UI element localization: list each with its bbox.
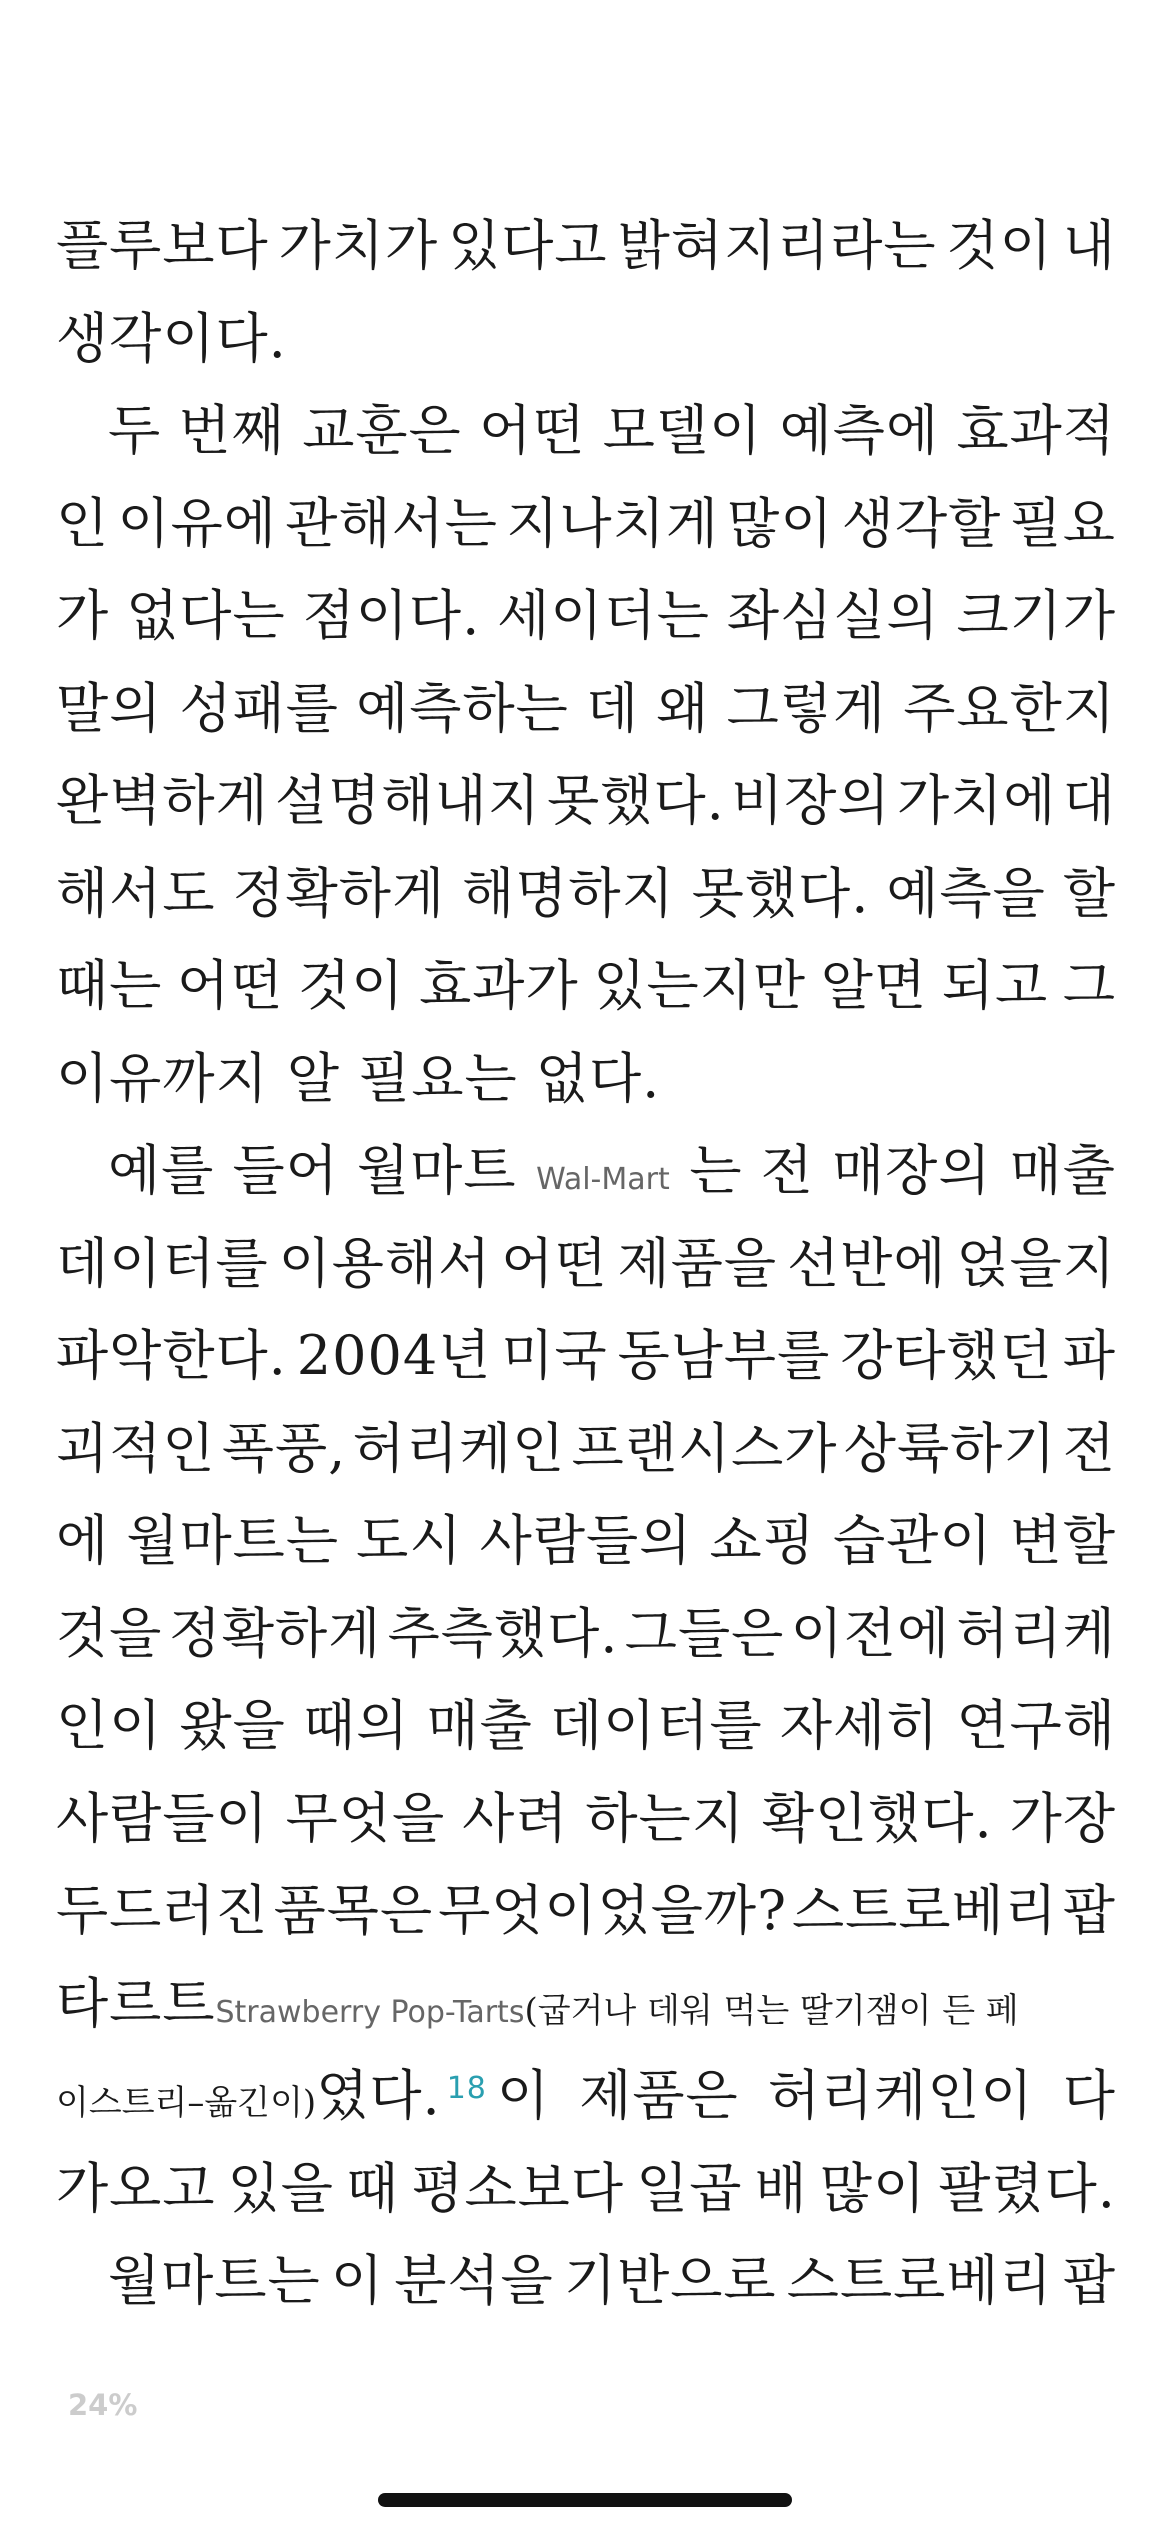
text-line-20 bbox=[56, 1958, 1116, 2051]
word: 해서도 bbox=[56, 861, 216, 925]
word: 허리케인 bbox=[352, 1416, 566, 1480]
word: 크기가 bbox=[956, 584, 1116, 647]
word: 매출 bbox=[426, 1694, 533, 1757]
ebook-page-text[interactable] bbox=[56, 200, 1116, 2328]
word: 필요 bbox=[1009, 491, 1116, 555]
word: 강타했던 bbox=[840, 1324, 1053, 1387]
text-line-5 bbox=[56, 570, 1116, 663]
text-line-19 bbox=[56, 1865, 1116, 1958]
word: 품목은 bbox=[273, 1879, 434, 1942]
word: 선반에 bbox=[787, 1231, 947, 1295]
text-line-4 bbox=[56, 478, 1116, 571]
original-term-pop-tarts: Strawberry Pop-Tarts bbox=[215, 1994, 525, 2030]
word: 왔을 bbox=[179, 1694, 286, 1757]
word: 가치에 bbox=[896, 769, 1057, 832]
word: 전 bbox=[1062, 1416, 1116, 1480]
word: 없다는 bbox=[126, 584, 286, 647]
word: 가치가 bbox=[278, 214, 439, 277]
word: 플루보다 bbox=[56, 214, 269, 277]
word: 완벽하게 bbox=[56, 769, 269, 832]
word: 많이 bbox=[727, 491, 834, 555]
word: 변할 bbox=[1009, 1509, 1116, 1572]
word: 상륙하기 bbox=[843, 1416, 1057, 1480]
word: 팝 bbox=[1062, 2249, 1116, 2312]
word: 효과적 bbox=[956, 399, 1116, 462]
word: 폭풍, bbox=[221, 1416, 347, 1480]
word: 때의 bbox=[303, 1694, 410, 1757]
word: 할 bbox=[1062, 861, 1116, 925]
word: 허리케 bbox=[956, 1601, 1116, 1665]
line-11-start: 예를 들어 월마트 bbox=[108, 1139, 517, 1202]
text-line-22 bbox=[56, 2143, 1116, 2236]
word: 괴적인 bbox=[56, 1416, 216, 1480]
word: 가장 bbox=[1009, 1786, 1116, 1850]
text-line-23 bbox=[56, 2235, 1116, 2328]
word: 있을 bbox=[227, 2156, 334, 2220]
text-line-12 bbox=[56, 1218, 1116, 1311]
word: 세이더는 bbox=[497, 584, 710, 647]
word: 동남부를 bbox=[617, 1324, 831, 1387]
word: 스트로베리 bbox=[792, 1879, 1058, 1942]
word: 도시 bbox=[356, 1509, 463, 1572]
word: 그렇게 bbox=[726, 676, 887, 740]
word: 파악한다. bbox=[56, 1324, 287, 1387]
word: 어떤 bbox=[479, 399, 586, 462]
word: 제품은 bbox=[579, 2064, 739, 2127]
word: 것을 bbox=[56, 1601, 163, 1665]
word: 무엇을 bbox=[285, 1786, 446, 1850]
word: 주요한지 bbox=[903, 676, 1116, 740]
word: 프랜시스가 bbox=[571, 1416, 838, 1480]
word: 밝혀지리라는 bbox=[617, 214, 937, 277]
line-20-start: 타르트 bbox=[56, 1971, 216, 2035]
word: 인 bbox=[56, 491, 110, 555]
word: 때 bbox=[346, 2156, 400, 2220]
word: 에 bbox=[56, 1509, 110, 1572]
word: 사려 bbox=[462, 1786, 569, 1850]
word: 해명하지 bbox=[462, 861, 675, 925]
word: 두 bbox=[108, 399, 162, 462]
text-line-15 bbox=[56, 1495, 1116, 1588]
word: 그들은 bbox=[624, 1601, 785, 1665]
word: 비장의 bbox=[731, 769, 891, 832]
word: 얹을지 bbox=[956, 1231, 1116, 1295]
word: 쇼핑 bbox=[709, 1509, 816, 1572]
word: 모델이 bbox=[602, 399, 763, 462]
word: 2004년 bbox=[296, 1324, 492, 1387]
text-line-21 bbox=[56, 2050, 1116, 2143]
text-line-16 bbox=[56, 1588, 1116, 1681]
word: 것이 bbox=[298, 954, 405, 1017]
word: 이 bbox=[330, 2249, 385, 2312]
word: 팔렸다. bbox=[938, 2156, 1116, 2220]
word: 미국 bbox=[501, 1324, 608, 1387]
text-line-6 bbox=[56, 663, 1116, 756]
word: 점이다. bbox=[302, 584, 481, 647]
word: 자세히 bbox=[779, 1694, 940, 1757]
word: 지나치게 bbox=[506, 491, 719, 555]
word: 못했다. bbox=[547, 769, 725, 832]
word: 예측에 bbox=[779, 399, 940, 462]
original-term-walmart: Wal-Mart bbox=[536, 1162, 670, 1197]
translator-note-end: 이스트리–옮긴이) bbox=[56, 2083, 317, 2123]
word: 평소보다 bbox=[411, 2156, 624, 2220]
word: 추측했다. bbox=[387, 1601, 619, 1665]
word: 이유에 bbox=[117, 491, 277, 555]
word: 많이 bbox=[819, 2156, 927, 2220]
text-line-18 bbox=[56, 1773, 1116, 1866]
text-line-10: 이유까지 알 필요는 없다. bbox=[56, 1046, 661, 1110]
word: 예측하는 bbox=[356, 676, 569, 740]
line-11-end: 는 전 매장의 매출 bbox=[689, 1139, 1116, 1202]
word: 정확하게 bbox=[232, 861, 446, 925]
word: 교훈은 bbox=[302, 399, 462, 462]
word: 번째 bbox=[178, 399, 285, 462]
word: 대 bbox=[1062, 769, 1116, 832]
word: 하는지 bbox=[585, 1786, 745, 1850]
word: 연구해 bbox=[956, 1694, 1116, 1757]
word: 인이 bbox=[56, 1694, 163, 1757]
word: 때는 bbox=[56, 954, 163, 1017]
text-line-8 bbox=[56, 848, 1116, 941]
word: 스트로베리 bbox=[786, 2249, 1053, 2312]
word: 있는지만 bbox=[593, 954, 807, 1017]
text-line-7 bbox=[56, 755, 1116, 848]
word: 내 bbox=[1062, 214, 1116, 277]
word: 가 bbox=[56, 584, 110, 647]
word: 못했다. bbox=[691, 861, 870, 925]
word: 좌심실의 bbox=[726, 584, 940, 647]
word: 데이터를 bbox=[56, 1231, 269, 1295]
text-line-1 bbox=[56, 200, 1116, 293]
word: 말의 bbox=[56, 676, 163, 740]
word: 되고 bbox=[941, 954, 1049, 1017]
word: 다 bbox=[1062, 2064, 1116, 2127]
word: 사람들의 bbox=[479, 1509, 693, 1572]
word: 데 bbox=[585, 676, 640, 740]
footnote-link-18[interactable]: 18 bbox=[446, 2071, 487, 2106]
word: 정확하게 bbox=[168, 1601, 382, 1665]
word: 팝 bbox=[1062, 1879, 1116, 1942]
word: 일곱 bbox=[636, 2156, 743, 2220]
word: 월마트는 bbox=[126, 1509, 339, 1572]
word: 파 bbox=[1062, 1324, 1116, 1387]
word: 두드러진 bbox=[56, 1879, 269, 1942]
translator-note-start: (굽거나 데워 먹는 딸기잼이 든 페 bbox=[524, 1990, 1019, 2031]
word: 데이터를 bbox=[550, 1694, 763, 1757]
word: 월마트는 bbox=[108, 2249, 321, 2312]
word: 있다고 bbox=[448, 214, 608, 277]
word: 관해서는 bbox=[285, 491, 498, 555]
text-line-2: 생각이다. bbox=[56, 306, 287, 370]
text-line-13 bbox=[56, 1310, 1116, 1403]
text-line-14 bbox=[56, 1403, 1116, 1496]
word: 가오고 bbox=[56, 2156, 216, 2220]
word: 분석을 bbox=[394, 2249, 554, 2312]
word: 무엇이었을까? bbox=[438, 1879, 788, 1942]
word: 이전에 bbox=[790, 1601, 951, 1665]
word: 효과가 bbox=[419, 954, 579, 1017]
text-line-3 bbox=[56, 385, 1116, 478]
word: 그 bbox=[1062, 954, 1116, 1017]
word: 예측을 bbox=[886, 861, 1046, 925]
word: 허리케인이 bbox=[767, 2064, 1034, 2127]
word: 습관이 bbox=[833, 1509, 993, 1572]
word: 어떤 bbox=[501, 1231, 608, 1295]
word: 확인했다. bbox=[761, 1786, 993, 1850]
text-line-11 bbox=[56, 1125, 1116, 1218]
word: 성패를 bbox=[179, 676, 339, 740]
text-line-17 bbox=[56, 1680, 1116, 1773]
text-line-9 bbox=[56, 940, 1116, 1033]
word: 것이 bbox=[946, 214, 1053, 277]
word: 배 bbox=[754, 2156, 808, 2220]
word: 이 bbox=[496, 2064, 551, 2127]
word: 어떤 bbox=[177, 954, 284, 1017]
line-21-end bbox=[497, 2050, 1116, 2143]
word: 사람들이 bbox=[56, 1786, 269, 1850]
word: 왜 bbox=[656, 676, 710, 740]
word: 제품을 bbox=[617, 1231, 778, 1295]
word: 이용해서 bbox=[278, 1231, 492, 1295]
line-21-middle: 였다. bbox=[316, 2064, 441, 2127]
word: 기반으로 bbox=[563, 2249, 777, 2312]
word: 설명해내지 bbox=[274, 769, 541, 832]
word: 알면 bbox=[820, 954, 928, 1017]
reading-progress: 24% bbox=[68, 2388, 138, 2422]
word: 생각할 bbox=[841, 491, 1002, 555]
home-indicator[interactable] bbox=[378, 2493, 792, 2507]
